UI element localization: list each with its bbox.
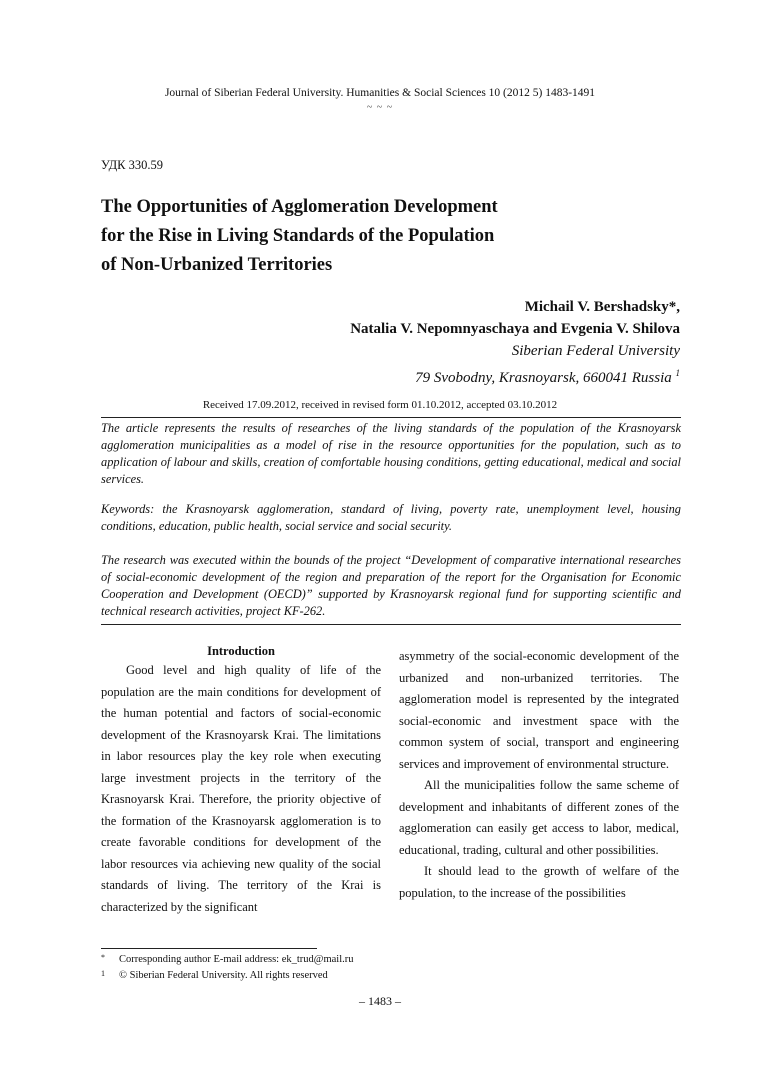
author-block: [250, 296, 680, 389]
footnote-copyright: [101, 967, 354, 983]
body-column-left: [101, 644, 381, 918]
header-ornament: ~ ~ ~: [366, 102, 394, 113]
affiliation: Siberian Federal University: [511, 343, 680, 359]
footnote-mark: *: [101, 953, 105, 962]
abstract: [101, 420, 681, 488]
footnote-corresponding-author: [101, 951, 354, 967]
footnote-mark: 1: [101, 969, 105, 978]
body-paragraph-continued: asymmetry of the social-economic development of the urbanized and non-urbanized territories. The agglomeration model is represented by the integrated social-economic and investment space with the common system of social, transport and engineering services and improvement of environmental structure.: [399, 649, 679, 771]
authors-line-1: Michail V. Bershadsky*,: [524, 299, 680, 315]
footnote-rule: [101, 948, 317, 949]
footnote-text: Corresponding author E-mail address: ek_trud@mail.ru: [119, 954, 354, 965]
abstract-text: The article represents the results of researches of the living standards of the population of the Krasnoyarsk agglomeration municipalities as a model of rise in the resource opportunities for the population, such as to application of labour and skills, creation of comfortable housing conditions, getting educational, medical and social services.: [101, 421, 681, 486]
footnotes: [101, 951, 354, 983]
page-number: – 1483 –: [359, 994, 401, 1008]
address: [250, 362, 680, 389]
abstract-top-rule: [101, 417, 681, 418]
footnote-text: © Siberian Federal University. All rights reserved: [119, 970, 328, 981]
body-paragraph: All the municipalities follow the same scheme of development and inhabitants of different zones of the agglomeration can easily get access to labor, medical, educational, trading, cultural and other possibilities.: [399, 778, 679, 857]
address-text: 79 Svobodny, Krasnoyarsk, 660041 Russia: [415, 370, 672, 386]
title-line-3: of Non-Urbanized Territories: [101, 255, 333, 275]
authors-line-2: Natalia V. Nepomnyaschaya and Evgenia V. Shilova: [350, 321, 680, 337]
article-title: [101, 193, 661, 280]
keywords: [101, 501, 681, 535]
address-footnote-mark: 1: [675, 368, 680, 378]
funding-text: The research was executed within the bounds of the project “Development of comparative international researches of social-economic development of the region and preparation of the report for the Organisation for Economic Cooperation and Development (OECD)” supported by Krasnoyarsk regional fund for supporting scientific and technical research activities, project KF-262.: [101, 553, 681, 618]
body-column-right: [399, 646, 679, 904]
body-paragraph: It should lead to the growth of welfare of the population, to the increase of the possibilities: [399, 864, 679, 900]
funding-note: [101, 552, 681, 620]
abstract-bottom-rule: [101, 624, 681, 625]
received-dates: Received 17.09.2012, received in revised form 01.10.2012, accepted 03.10.2012: [202, 399, 558, 411]
body-paragraph: Good level and high quality of life of the population are the main conditions for development of the human potential and factors of social-economic development of the Krasnoyarsk Krai. The limitations in labor resources play the key role when executing large investment projects in the territory of the Krasnoyarsk Krai. Therefore, the priority objective of the formation of the Krasnoyarsk agglomeration is to create favorable conditions for development of the labor resources via achieving new quality of the social standards of living. The territory of the Krai is characterized by the significant: [101, 663, 381, 914]
title-line-2: for the Rise in Living Standards of the Population: [101, 226, 495, 246]
section-heading-introduction: Introduction: [207, 644, 275, 658]
udk-code: УДК 330.59: [101, 158, 163, 172]
keywords-text: Keywords: the Krasnoyarsk agglomeration, standard of living, poverty rate, unemployment level, housing conditions, education, public health, social service and social security.: [101, 502, 681, 533]
journal-header: Journal of Siberian Federal University. Humanities & Social Sciences 10 (2012 5) 1483-1491: [164, 87, 596, 99]
title-line-1: The Opportunities of Agglomeration Development: [101, 197, 498, 217]
